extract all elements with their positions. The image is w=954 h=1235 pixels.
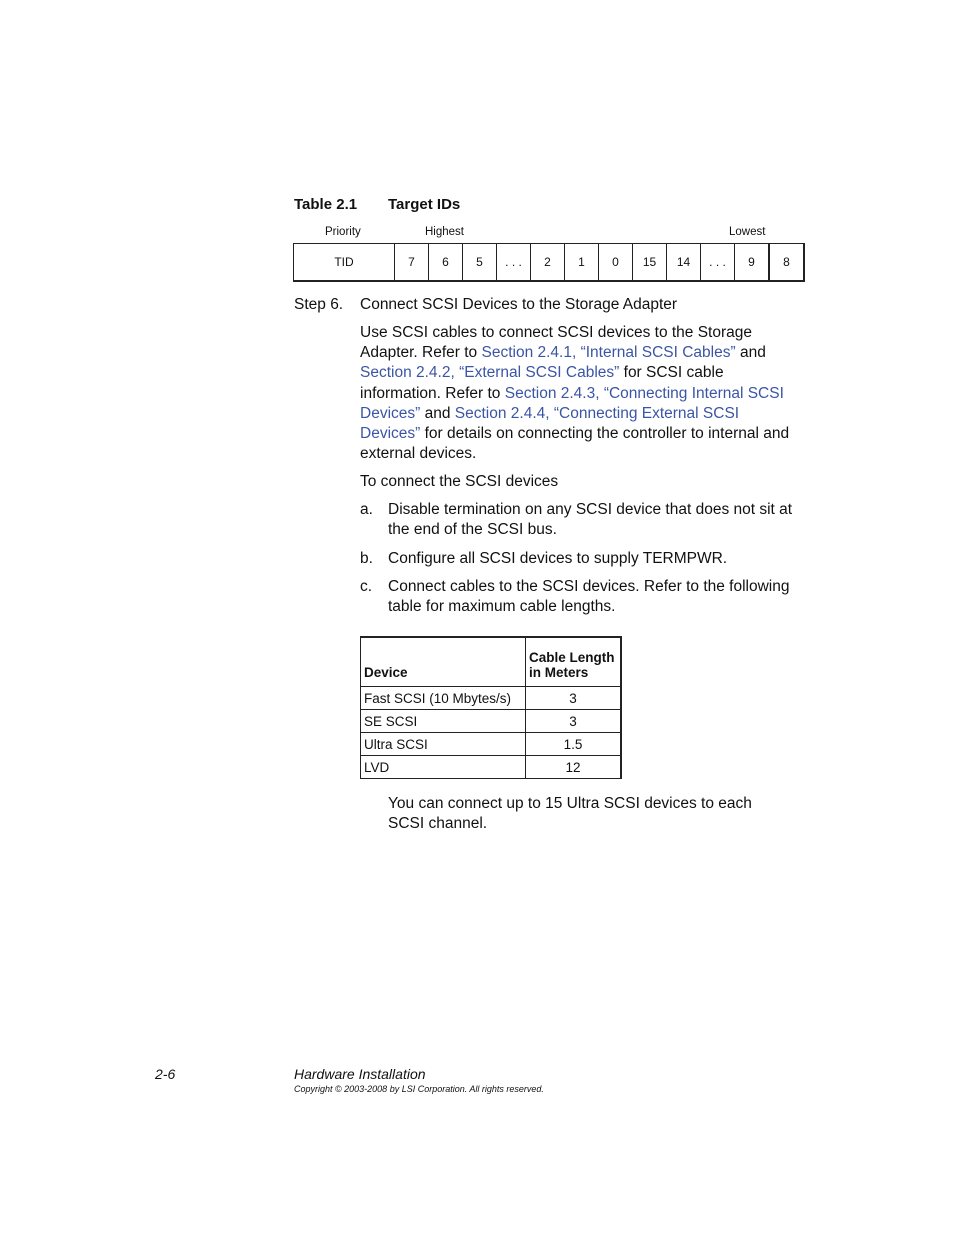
list-marker: c. [360, 578, 373, 595]
tid-cell: 5 [463, 244, 497, 282]
link-internal-scsi-cables[interactable]: Section 2.4.1, “Internal SCSI Cables” [481, 344, 736, 362]
device-cell: Ultra SCSI [361, 733, 526, 756]
step-heading [294, 295, 677, 315]
table-row [361, 733, 622, 756]
column-header-cable-length: Cable Length in Meters [526, 637, 622, 687]
tid-cell: . . . [497, 244, 531, 282]
list-marker: b. [360, 550, 373, 567]
priority-label: Priority [325, 226, 361, 238]
tid-cell: 2 [531, 244, 565, 282]
tid-cell: 1 [565, 244, 599, 282]
footer-title: Hardware Installation [294, 1066, 426, 1082]
target-id-table [293, 243, 805, 282]
tid-cell: 6 [429, 244, 463, 282]
body-paragraph [360, 323, 800, 464]
body-text: Use SCSI cables to connect SCSI devices to the Storage Adapter. Refer to [360, 324, 753, 362]
table-row [361, 710, 622, 733]
device-cell: LVD [361, 756, 526, 779]
table-title: Target IDs [388, 196, 461, 213]
tid-cell: 15 [633, 244, 667, 282]
tid-cell: 8 [769, 244, 804, 282]
step-label: Step 6. [294, 296, 344, 313]
list-text: Connect cables to the SCSI devices. Refer to the following table for maximum cable lengths. [388, 578, 790, 616]
list-text: Configure all SCSI devices to supply TERMPWR. [388, 550, 728, 567]
link-connecting-external-scsi[interactable]: Section 2.4.4, “Connecting External SCSI Devices” [360, 404, 740, 443]
tid-cell: 9 [735, 244, 770, 282]
cable-length-table [360, 636, 622, 779]
note-text: You can connect up to 15 Ultra SCSI devices to each SCSI channel. [388, 795, 752, 833]
highest-label: Highest [425, 226, 464, 238]
list-item [360, 500, 800, 540]
device-cell: SE SCSI [361, 710, 526, 733]
length-cell: 3 [526, 710, 622, 733]
length-cell: 12 [526, 756, 622, 779]
list-item [360, 577, 800, 617]
length-cell: 3 [526, 687, 622, 710]
lowest-label: Lowest [729, 226, 766, 238]
table-number: Table 2.1 [294, 196, 358, 213]
body-text: for details on connecting the controller to internal and external devices. [360, 425, 790, 463]
column-header-device: Device [361, 637, 526, 687]
body-text: for SCSI cable information. Refer to [360, 364, 724, 402]
link-connecting-internal-scsi[interactable]: Section 2.4.3, “Connecting Internal SCSI Devices” [360, 384, 784, 422]
table-row [361, 756, 622, 779]
table-header-row [361, 637, 622, 687]
table-caption [294, 196, 460, 213]
table-row [294, 244, 805, 282]
tid-cell: 0 [599, 244, 633, 282]
device-cell: Fast SCSI (10 Mbytes/s) [361, 687, 526, 710]
table-row [361, 687, 622, 710]
body-text: and [420, 404, 455, 422]
body-text: and [735, 344, 766, 362]
link-external-scsi-cables[interactable]: Section 2.4.2, “External SCSI Cables” [360, 364, 620, 382]
copyright-notice: Copyright © 2003-2008 by LSI Corporation. All rights reserved. [294, 1084, 544, 1094]
step-title: Connect SCSI Devices to the Storage Adapter [360, 296, 678, 313]
list-text: Disable termination on any SCSI device that does not sit at the end of the SCSI bus. [388, 501, 793, 539]
intro-text: To connect the SCSI devices [360, 473, 559, 490]
page-number: 2-6 [155, 1066, 176, 1082]
list-marker: a. [360, 501, 373, 518]
length-cell: 1.5 [526, 733, 622, 756]
list-item [360, 549, 800, 569]
tid-row-label: TID [294, 244, 395, 282]
tid-cell: . . . [701, 244, 735, 282]
tid-cell: 14 [667, 244, 701, 282]
tid-cell: 7 [395, 244, 429, 282]
